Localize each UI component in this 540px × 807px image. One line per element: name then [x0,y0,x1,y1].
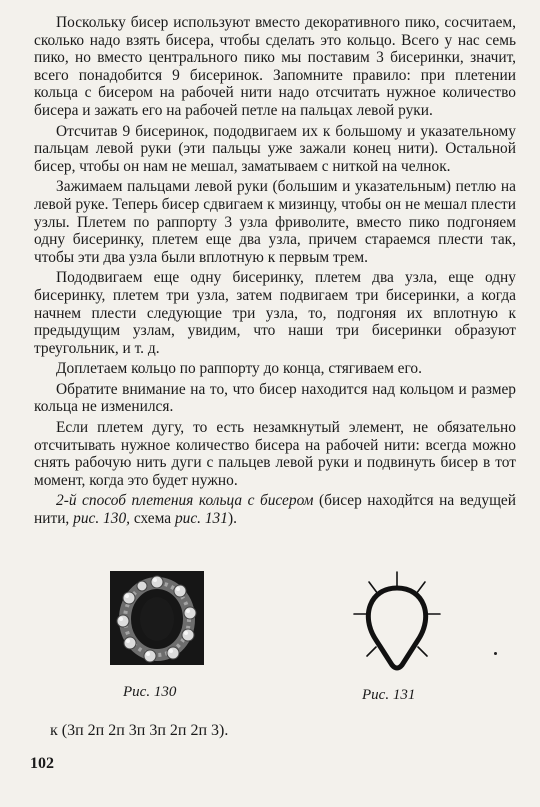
pattern-formula: к (3п 2п 2п 3п 3п 2п 2п 3). [50,722,229,739]
paragraph-2: Отсчитав 9 бисеринок, пододвигаем их к большому и указательному пальцам левой руки (эти пальцы уже зажали конец нити). Остальной бисер, чтобы он нам не мешал, заматываем с ниткой на челнок. [34,122,516,175]
figure-ref-131: рис. 131 [174,510,228,528]
beaded-ring-image [110,571,204,665]
figure-130-caption: Рис. 130 [123,684,177,700]
paragraph-5: Доплетаем кольцо по раппорту до конца, стягиваем его. [56,360,422,378]
method-heading: 2-й способ плетения кольца с бисером [56,492,314,510]
method-close: ). [227,510,237,528]
paragraph-4: Пододвигаем еще одну бисеринку, плетем два узла, еще одну бисеринку, плетем три узла, затем подвигаем три бисеринки, а когда начнем плести следующие три узла, то, подгоняя их вплотную к предыдущим узлам, увидим, что наши три бисеринки образуют треугольник, и т. д. [34,269,516,357]
ring-scheme-diagram [352,568,442,678]
method-mid: схема [130,510,175,528]
figure-ref-130: рис. 130, [73,510,130,528]
print-speck [494,652,497,655]
figure-131-caption: Рис. 131 [362,687,416,703]
paragraph-1: Поскольку бисер используют вместо декоративного пико, сосчитаем, сколько надо взять бисера, чтобы сделать это кольцо. Всего у нас семь пико, но вместо центрального пико мы поставим 3 бисеринки, значит, всего понадобится 9 бисеринок. Запомните правило: при плетении кольца с бисером на рабочей нити надо отсчитать нужное количество бисера и зажать его на рабочей петле на пальцах левой руки. [34,14,516,119]
method-paragraph [34,492,516,527]
beaded-ring-photo [110,571,204,665]
paragraph-7: Если плетем дугу, то есть незамкнутый элемент, не обязательно отсчитывать нужное количество бисера на рабочей нити: всегда можно снять рабочую нить дуги с пальцев левой руки и подвинуть бисер в тот момент, когда это будет нужно. [34,419,516,489]
page-number: 102 [30,755,54,772]
body-text [34,14,516,531]
paragraph-3: Зажимаем пальцами левой руки (большим и указательным) петлю на левой руке. Теперь бисер сдвигаем к мизинцу, чтобы он не мешал плести узлы. Плетем по раппорту 3 узла фриволите, вместо пико подгоняем одну бисеринку, плетем еще два узла, причем стараемся плести так, чтобы эти два узла были вплотную к первым трем. [34,178,516,266]
ring-scheme-drawing [352,568,442,678]
paragraph-6: Обратите внимание на то, что бисер находится над кольцом и размер кольца не изменился. [34,380,516,416]
method-open: (бисер находйтся на ведущей нити, [34,492,517,528]
